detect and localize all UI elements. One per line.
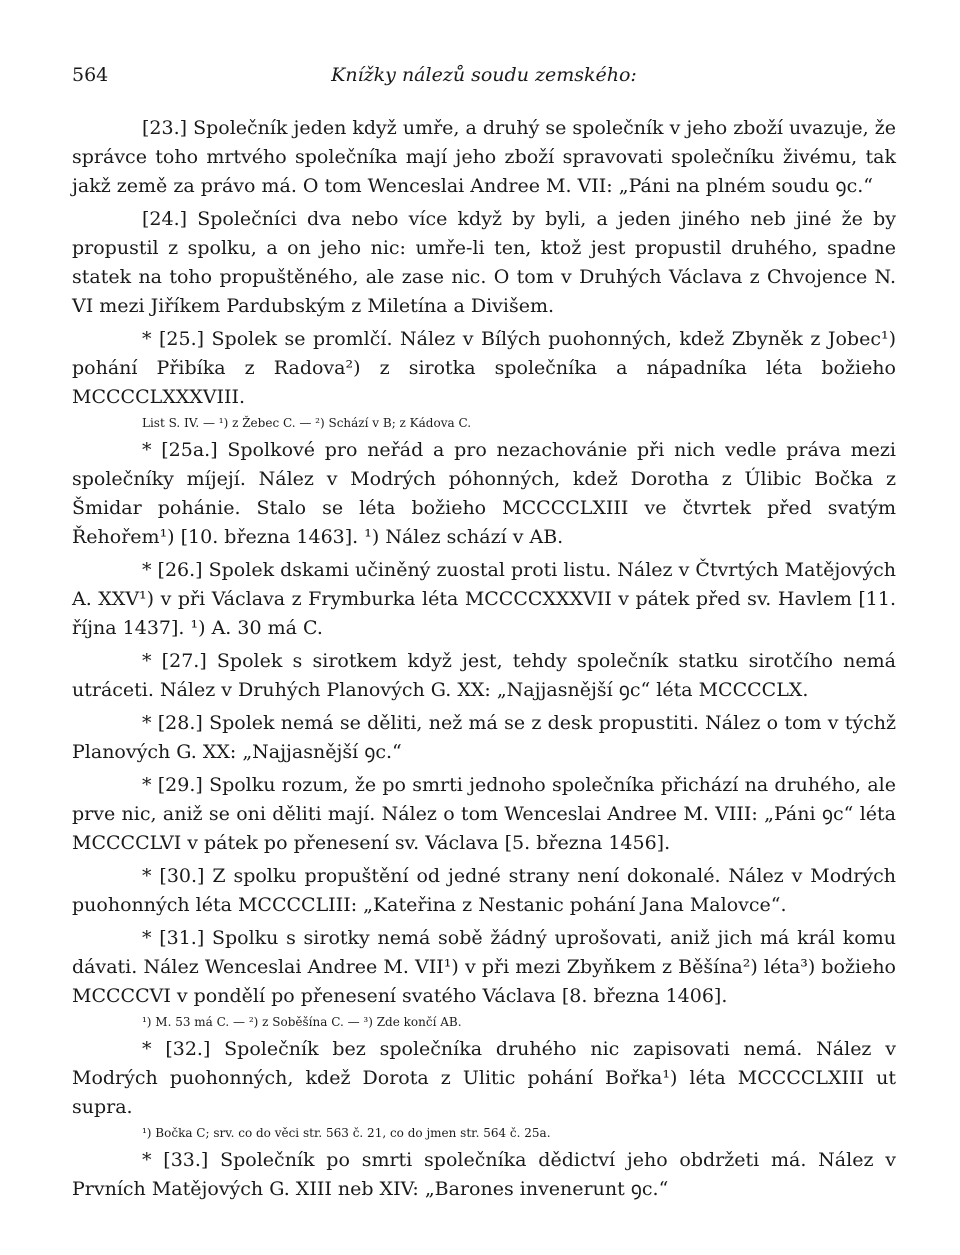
paragraph-25a: * [25a.] Spolkové pro neřád a pro nezachovánie při nich vedle práva mezi společníky míjejí. Nález v Modrých póhonných, kdež Dorotha z Úlibic Bočka z Šmidar pohánie. Stalo se léta božieho MCCCCLXIII ve čtvrtek před svatým Řehořem¹) [10. března 1463]. ¹) Nález schází v AB. <box>72 439 896 548</box>
paragraph-25: * [25.] Spolek se promlčí. Nález v Bílých puohonných, kdež Zbyněk z Jobec¹) pohání Přibíka z Radova²) z sirotka společníka a nápadníka léta božieho MCCCCLXXXVIII. <box>72 328 896 408</box>
page-content <box>72 114 896 1204</box>
footnote-25: List S. IV. — ¹) z Žebec C. — ²) Schází v B; z Kádova C. <box>142 416 472 430</box>
paragraph-26: * [26.] Spolek dskami učiněný zuostal proti listu. Nález v Čtvrtých Matějových A. XXV¹) v při Václava z Frymburka léta MCCCCXXXVII v pátek před sv. Havlem [11. října 1437]. ¹) A. 30 má C. <box>72 559 896 639</box>
paragraph-31: * [31.] Spolku s sirotky nemá sobě žádný uprošovati, aniž jich má král komu dávati. Nález Wenceslai Andree M. VII¹) v při mezi Zbyňkem z Běšína²) léta³) božieho MCCCCVI v pondělí po přenesení svatého Václava [8. března 1406]. <box>72 927 896 1007</box>
paragraph-27: * [27.] Spolek s sirotkem když jest, tehdy společník statku sirotčího nemá utráceti. Nález v Druhých Planových G. XX: „Najjasnější ꝯc“ léta MCCCCLX. <box>72 650 896 701</box>
paragraph-29: * [29.] Spolku rozum, že po smrti jednoho společníka přichází na druhého, ale prve nic, aniž se oni děliti mají. Nález o tom Wenceslai Andree M. VIII: „Páni ꝯc“ léta MCCCCLVI v pátek po přenesení sv. Václava [5. března 1456]. <box>72 774 896 854</box>
running-title: Knížky nálezů soudu zemského: <box>331 64 637 86</box>
paragraph-23: [23.] Společník jeden když umře, a druhý se společník v jeho zboží uvazuje, že správce toho mrtvého společníka mají jeho zboží spravovati společníku živému, tak jakž země za právo má. O tom Wenceslai Andree M. VII: „Páni na plném soudu ꝯc.“ <box>72 117 896 197</box>
book-page <box>72 64 896 1204</box>
paragraph-32: * [32.] Společník bez společníka druhého nic zapisovati nemá. Nález v Modrých puohonných, kdež Dorota z Ulitic pohání Bořka¹) léta MCCCCLXIII ut supra. <box>72 1038 896 1118</box>
paragraph-28: * [28.] Spolek nemá se děliti, než má se z desk propustiti. Nález o tom v týchž Planových G. XX: „Najjasnější ꝯc.“ <box>72 712 896 763</box>
paragraph-33: * [33.] Společník po smrti společníka dědictví jeho obdržeti má. Nález v Prvních Matějových G. XIII neb XIV: „Barones invenerunt ꝯc.“ <box>72 1149 896 1200</box>
running-head <box>72 64 896 94</box>
footnote-31: ¹) M. 53 má C. — ²) z Soběšína C. — ³) Zde končí AB. <box>142 1015 462 1029</box>
paragraph-24: [24.] Společníci dva nebo více když by byli, a jeden jiného neb jiné že by propustil z spolku, a on jeho nic: umře-li ten, ktož jest propustil druhého, spadne statek na toho propuštěného, ale zase nic. O tom v Druhých Václava z Chvojence N. VI mezi Jiříkem Pardubským z Miletína a Divišem. <box>72 208 896 317</box>
footnote-32: ¹) Bočka C; srv. co do věci str. 563 č. 21, co do jmen str. 564 č. 25a. <box>142 1126 551 1140</box>
page-number: 564 <box>72 64 109 86</box>
paragraph-30: * [30.] Z spolku propuštění od jedné strany není dokonalé. Nález v Modrých puohonných léta MCCCCLIII: „Kateřina z Nestanic pohání Jana Malovce“. <box>72 865 896 916</box>
